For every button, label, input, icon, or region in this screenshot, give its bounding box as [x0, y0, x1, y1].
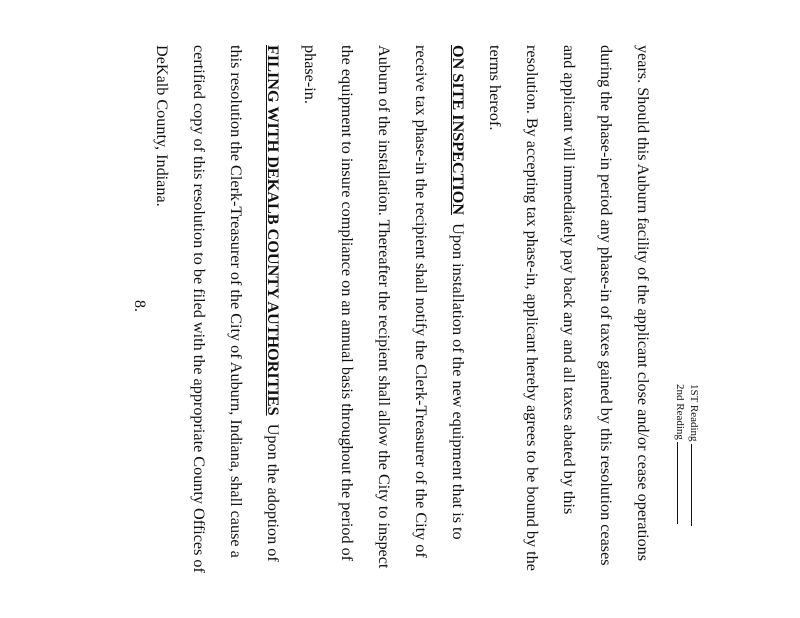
page-number: 8.	[131, 300, 148, 312]
first-reading-label: 1ST Reading	[688, 384, 700, 442]
onsite-line2: receive tax phase-in the recipient shall notify the Clerk-Treasurer of the City of	[412, 45, 430, 558]
paragraph1-line1: years. Should this Auburn facility of the applicant close and/or cease operations	[634, 45, 652, 562]
onsite-line4: the equipment to insure compliance on an annual basis throughout the period of	[338, 45, 356, 562]
filing-line2: this resolution the Clerk-Treasurer of the City of Auburn, Indiana, shall cause a	[227, 45, 245, 558]
paragraph1-line3: and applicant will immediately pay back any and all taxes abated by this	[560, 45, 578, 515]
onsite-line5: phase-in.	[301, 45, 319, 104]
onsite-line1	[448, 45, 467, 540]
filing-line4: DeKalb County, Indiana.	[153, 45, 171, 207]
second-reading-blank	[677, 442, 678, 524]
onsite-line3: Auburn of the installation. Thereafter the recipient shall allow the City to inspect	[375, 45, 393, 569]
onsite-line1-text: Upon installation of the new equipment that is to	[449, 223, 467, 540]
first-reading-line	[688, 384, 700, 526]
filing-line1-text: Upon the adoption of	[264, 423, 282, 562]
paragraph1-line4: resolution. By accepting tax phase-in, applicant hereby agrees to be bound by the	[523, 45, 541, 571]
filing-heading: FILING WITH DEKALB COUNTY AUTHORITIES	[264, 45, 282, 416]
filing-line1	[263, 45, 282, 562]
second-reading-line	[674, 384, 686, 524]
paragraph1-line2: during the phase-in period any phase-in of taxes gained by this resolution ceases	[597, 45, 615, 566]
paragraph1-line5: terms hereof.	[486, 45, 504, 131]
onsite-heading: ON SITE INSPECTION	[449, 45, 467, 216]
first-reading-blank	[691, 444, 692, 526]
filing-line3: certified copy of this resolution to be filed with the appropriate County Offices of	[190, 45, 208, 573]
second-reading-label: 2nd Reading	[674, 384, 686, 440]
